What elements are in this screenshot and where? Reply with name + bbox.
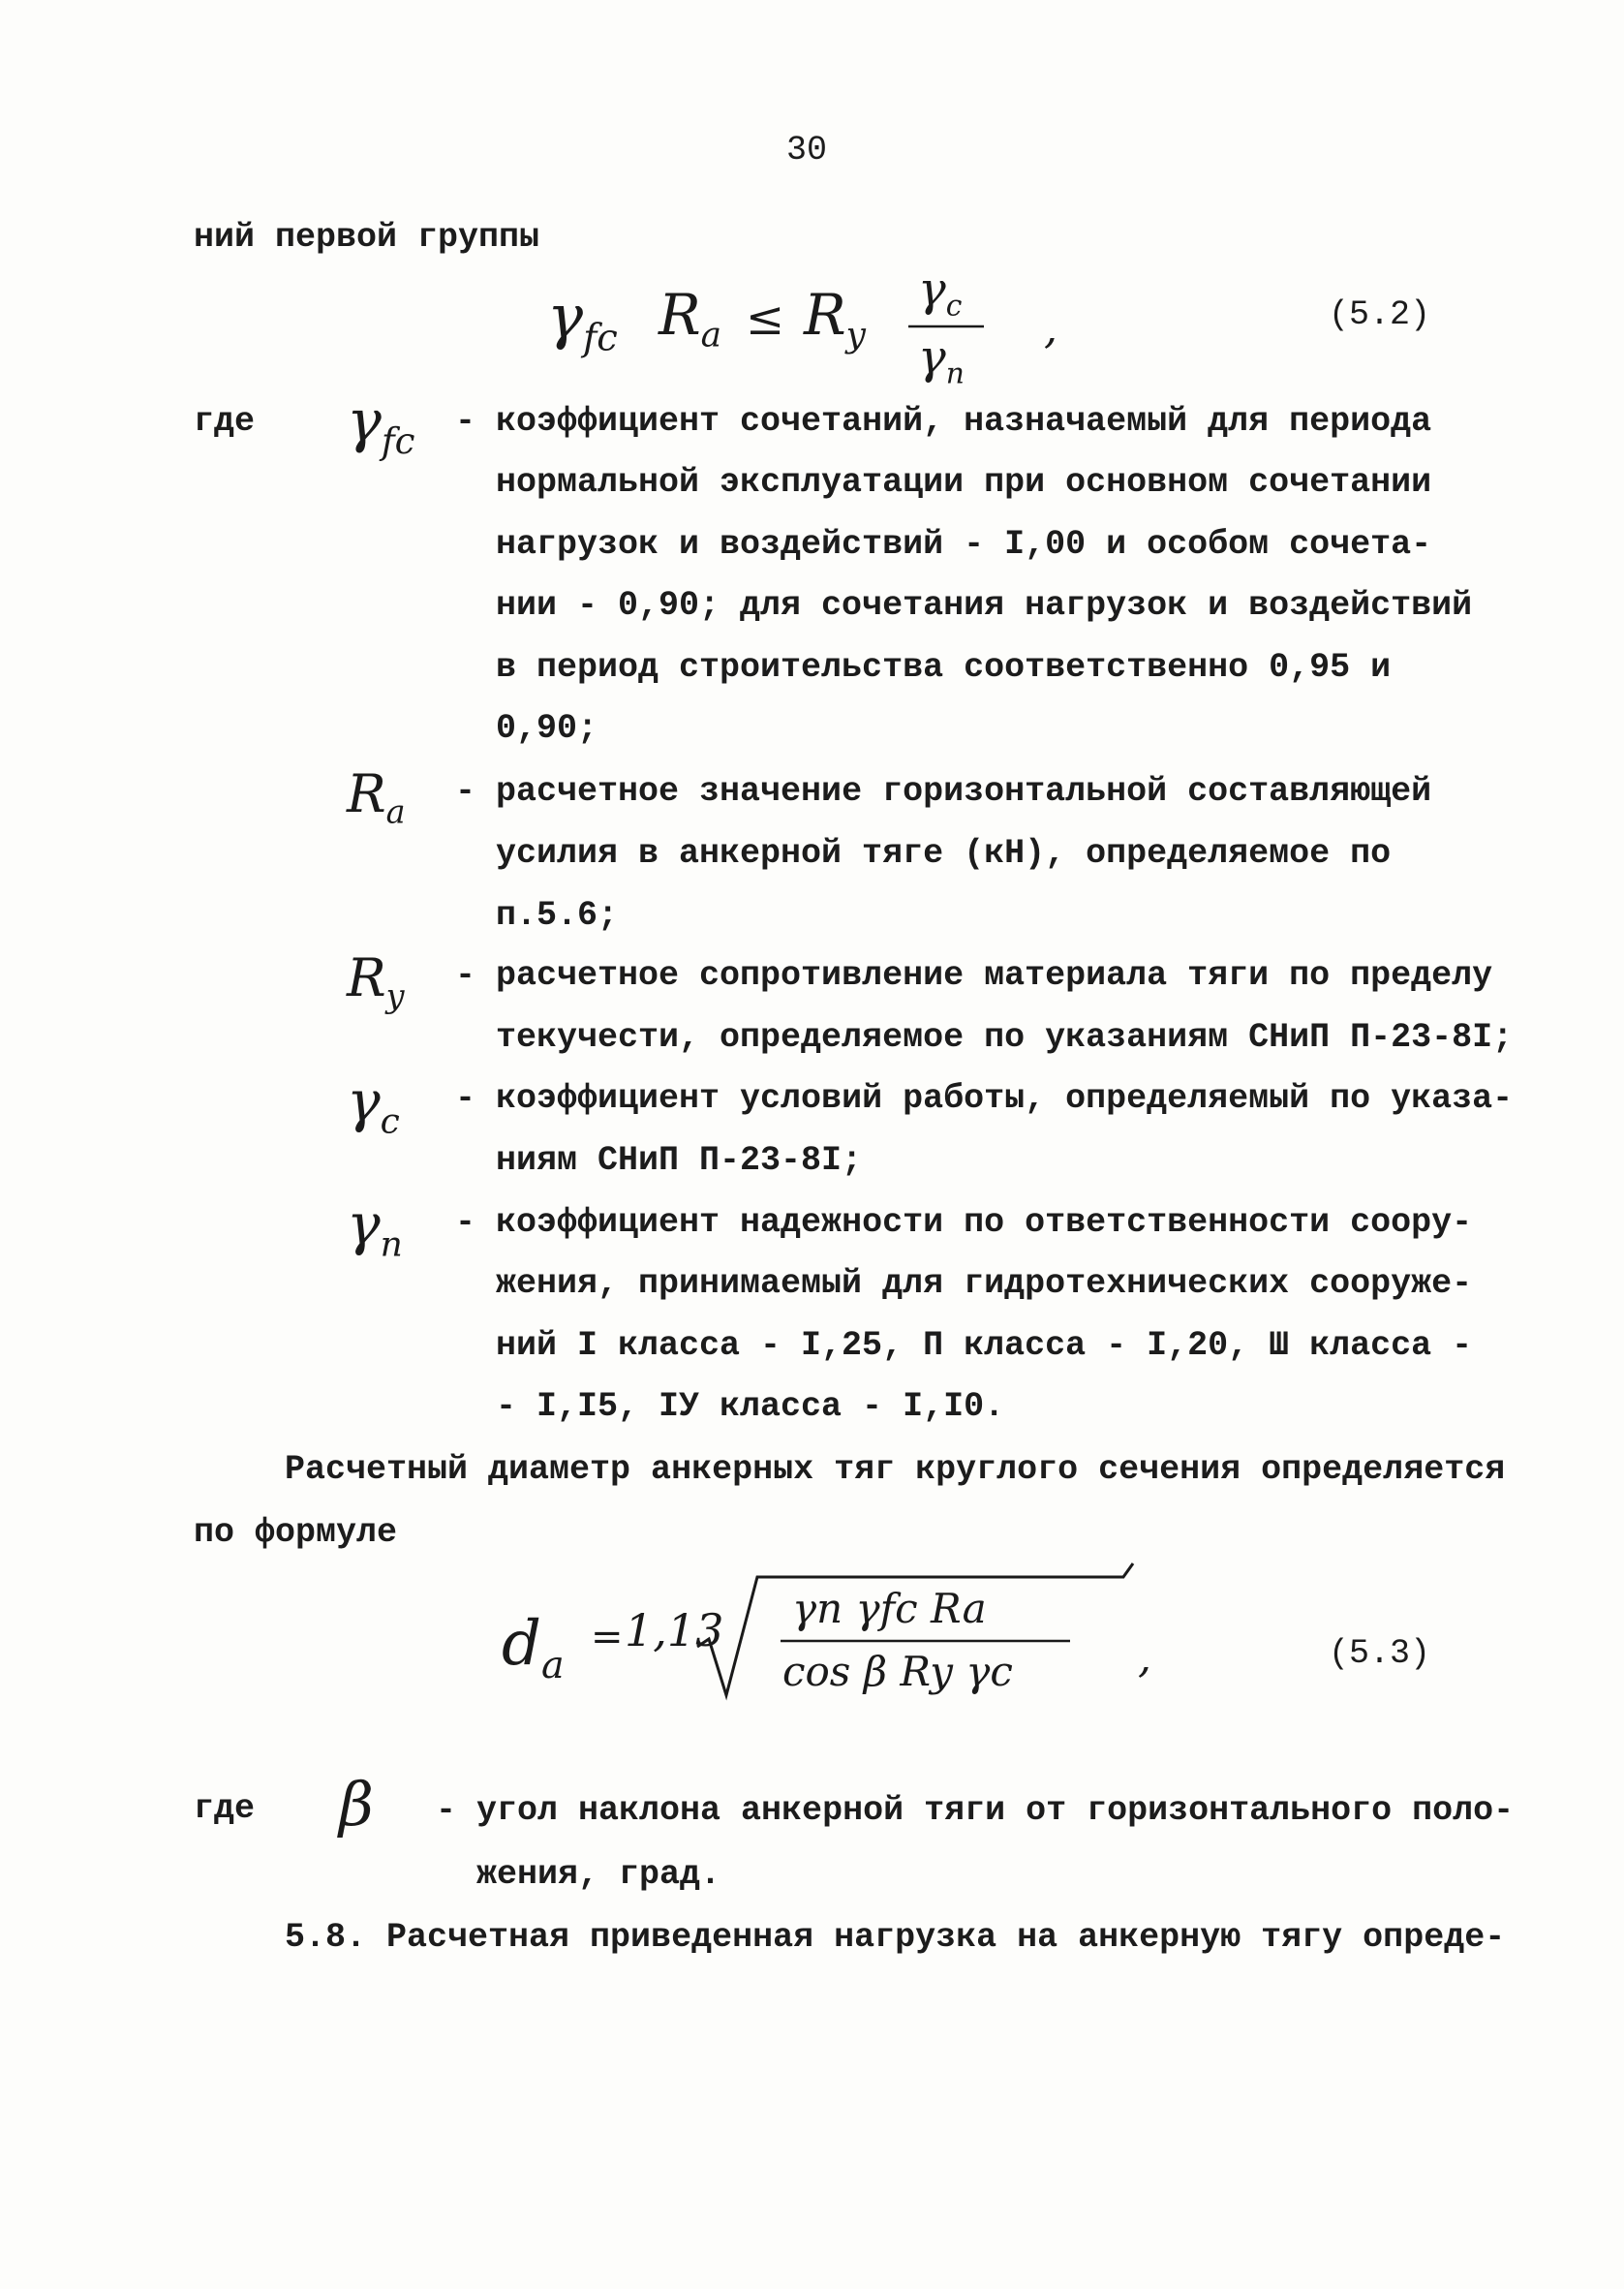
eq53-numerator: γn γfc Ra — [792, 1585, 987, 1632]
eq53-lhs: $d_a$ — [502, 1608, 565, 1687]
eq52-number: (5.2) — [1329, 295, 1431, 334]
def5-line3: ний I класса - I,25, П класса - I,20, Ш класса - — [496, 1326, 1473, 1365]
eq53-coefficient: 1,13 — [625, 1604, 724, 1656]
def2-symbol: $R_a$ — [347, 763, 406, 831]
where2-line2: жения, град. — [476, 1855, 721, 1894]
para1-line2: по формуле — [194, 1513, 398, 1552]
def4-symbol: $\gamma_c$ — [347, 1068, 400, 1142]
eq52-comma: , — [1044, 304, 1057, 354]
def5-line1: - коэффициент надежности по ответственности соору- — [455, 1203, 1473, 1242]
def2-line1: - расчетное значение горизонтальной составляющей — [455, 772, 1432, 811]
eq52-numerator: $\gamma_c$ — [918, 263, 963, 324]
def3-line1: - расчетное сопротивление материала тяги по пределу — [455, 956, 1493, 995]
def3-line2: текучести, определяемое по указаниям СНиП П-23-8I; — [496, 1018, 1514, 1057]
def2-line3: п.5.6; — [496, 896, 619, 935]
def1-line2: нормальной эксплуатации при основном сочетании — [496, 463, 1432, 502]
def1-line4: нии - 0,90; для сочетания нагрузок и воздействий — [496, 586, 1473, 625]
def5-line2: жения, принимаемый для гидротехнических сооруже- — [496, 1264, 1473, 1303]
eq52-denominator: $\gamma_n$ — [918, 330, 965, 391]
eq53-denominator: cos β Ry γc — [782, 1648, 1013, 1695]
eq52-lhs-gamma: $\gamma_{fc}$ — [547, 281, 618, 360]
where-label: где — [194, 402, 256, 441]
page-number: 30 — [786, 131, 828, 170]
def3-symbol: $R_y$ — [347, 947, 405, 1015]
def4-line2: ниям СНиП П-23-8I; — [496, 1141, 863, 1180]
eq52-lhs-R: $R_a$ — [659, 282, 722, 356]
def4-line1: - коэффициент условий работы, определяемый по указа- — [455, 1079, 1514, 1118]
def1-line5: в период строительства соответственно 0,95 и — [496, 648, 1392, 687]
eq52-fraction-bar — [908, 325, 986, 328]
where2-beta-symbol: β — [339, 1769, 374, 1840]
where2-line1: - угол наклона анкерной тяги от горизонтального поло- — [436, 1791, 1515, 1830]
def1-line1: - коэффициент сочетаний, назначаемый для периода — [455, 402, 1432, 441]
eq52-leq: ≤ — [746, 292, 785, 346]
def1-line3: нагрузок и воздействий - I,00 и особом сочета- — [496, 525, 1432, 564]
eq53-equals: = — [591, 1615, 624, 1659]
def2-line2: усилия в анкерной тяге (кН), определяемое по — [496, 834, 1392, 873]
eq53-comma: , — [1138, 1633, 1151, 1683]
eq52-rhs-R: $R_y$ — [804, 282, 866, 356]
where2-label: где — [194, 1789, 256, 1828]
eq53-number: (5.3) — [1329, 1634, 1431, 1673]
para2-text: 5.8. Расчетная приведенная нагрузка на анкерную тягу опреде- — [285, 1918, 1506, 1957]
def1-symbol: $\gamma_{fc}$ — [347, 387, 415, 463]
def5-symbol: $\gamma_n$ — [347, 1191, 403, 1265]
intro-text: ний первой группы — [194, 218, 540, 257]
para1-line1: Расчетный диаметр анкерных тяг круглого сечения определяется — [285, 1450, 1506, 1489]
def1-line6: 0,90; — [496, 709, 598, 748]
def5-line4: - I,I5, IУ класса - I,I0. — [496, 1387, 1005, 1426]
